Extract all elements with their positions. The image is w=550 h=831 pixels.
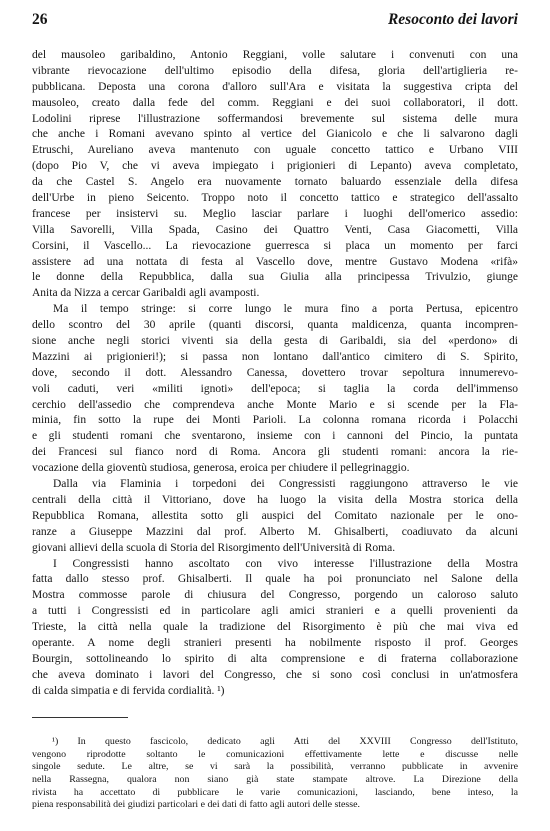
- footnote: [32, 736, 518, 812]
- text-line: pubblicana. Deposta una corona d'alloro sull'Ara e visitata la suggestiva cripta del: [32, 80, 518, 93]
- text-line: da che Castel S. Angelo era nuovamente tornato baluardo essenziale della difesa: [32, 176, 518, 189]
- body-text: [32, 48, 518, 700]
- text-line: I Congressisti hanno ascoltato con vivo interesse l'illustrazione della Mostra: [53, 557, 518, 570]
- text-line: e gli studenti romani che sventarono, insieme con i cannoni del Pincio, la puntata: [32, 430, 518, 443]
- text-line: Lodolini riprese l'illustrazione soffermandosi brevemente sul sistema delle mura: [32, 112, 518, 125]
- text-line: minia, fin sotto la rupe dei Monti Parioli. La colonna romana ricorda i Polacchi: [32, 414, 518, 427]
- text-line: Anita da Nizza a cercar Garibaldi agli avamposti.: [32, 287, 260, 300]
- text-line: Etruschi, Aureliano aveva mantenuto con uguale concetto tattico e Urbano VIII: [32, 144, 518, 157]
- text-line: operante. A nome degli stranieri presenti ha nobilmente risposto il prof. Georges: [32, 636, 518, 649]
- text-line: Repubblica Romana, allestita sotto gli auspici del Comitato nazionale per le ono-: [32, 509, 518, 522]
- page-header: [32, 11, 518, 31]
- text-line: dei Francesi sul fianco nord di Roma. Ancora gli studenti romani: ancora la rie-: [32, 446, 518, 459]
- text-line: Trieste, la città nella quale la tradizione del Risorgimento è più che mai viva ed: [32, 621, 518, 634]
- text-line: fatta dallo stesso prof. Ghisalberti. Il quale ha poi pronunciato nel Salone della: [32, 573, 518, 586]
- page-number: 26: [32, 11, 48, 28]
- text-line: vocazione della gioventù studiosa, generosa, eroica per chiudere il pellegrinaggio.: [32, 462, 410, 475]
- text-line: Corsini, il Vascello... La rievocazione guerresca si placa un momento per farci: [32, 239, 518, 252]
- text-line: a tutti i Congressisti ed in particolare agli amici stranieri e a quelli provenienti da: [32, 605, 518, 618]
- text-line: assistere ad una nottata di festa al Vascello dove, mentre Gustavo Modena «rifà»: [32, 255, 518, 268]
- footnote-line: ¹) In questo fascicolo, dedicato agli Atti del XXVIII Congresso dell'Istituto,: [52, 736, 518, 747]
- text-line: di calda simpatia e di fervida cordialità. ¹): [32, 684, 225, 697]
- text-line: francese per insistervi su. Meglio lasciar parlare i luoghi dell'omerico assedio:: [32, 207, 518, 220]
- text-line: sione anche negli storici viventi sia della gesta di Garibaldi, sia del «perdono» di: [32, 335, 518, 348]
- text-line: cerchio dell'assedio che comprendeva anche Monte Mario e si scende per la Fla-: [32, 398, 518, 411]
- running-title: Resoconto dei lavori: [387, 11, 518, 28]
- text-line: Bourgin, sottolineando lo spirito di alta comprensione e di fraterna collaborazione: [32, 652, 518, 665]
- text-line: dello scontro del 30 aprile (quanti discorsi, quanta maldicenza, quanta incompren-: [32, 319, 518, 332]
- text-line: del mausoleo garibaldino, Antonio Reggiani, volle salutare i convenuti con una: [32, 49, 518, 61]
- text-line: ranze a Giuseppe Mazzini dal prof. Alberto M. Ghisalberti, coadiuvato da alcuni: [32, 525, 518, 538]
- footnote-line: vengono riprodotte soltanto le comunicazioni effettivamente lette e discusse nelle: [32, 748, 518, 760]
- text-line: che aveva dominato i lavori del Congresso, che si sono così conclusi in un'atmosfera: [32, 668, 518, 681]
- text-line: dove, secondo il dott. Alessandro Canessa, dovettero trovar sepoltura innumerevo-: [32, 366, 518, 379]
- text-line: Mostra commosse parole di chiusura del Congresso, porgendo un caloroso saluto: [32, 589, 518, 602]
- footnote-line: rivista ha accettato di pubblicare le varie comunicazioni, lasciando, bene inteso, la: [32, 786, 518, 798]
- footnote-line: nella Rassegna, qualora non siano già state stampate altrove. La Direzione della: [32, 774, 518, 786]
- text-line: Ma il tempo stringe: si corre lungo le mura fino a porta Pertusa, epicentro: [53, 303, 518, 316]
- text-line: mausoleo, creato dalla fede del comm. Reggiani e dei suoi collaboratori, il dott.: [32, 96, 518, 109]
- text-line: le donne della Repubblica, dalla sua Giulia alla principessa Trivulzio, giunge: [32, 271, 518, 284]
- text-line: Mazzini ai prigionieri!); si passa non lontano dall'antico cimitero di S. Spirito,: [32, 350, 518, 363]
- footnote-line: singole sedute. Le altre, se vi sarà la possibilità, verranno pubblicate in avvenire: [32, 761, 518, 773]
- text-line: Dalla via Flaminia i torpedoni dei Congressisti raggiungono attraverso le vie: [53, 478, 518, 491]
- text-line: Villa Savorelli, Villa Spada, Casino dei Quattro Venti, Casa Giacometti, Villa: [32, 223, 518, 236]
- text-line: voli caduti, veri «militi ignoti» dell'epoca; si taglia la corda dell'immenso: [32, 382, 518, 395]
- text-line: centrali della città il Vittoriano, dove ha luogo la visita della Mostra storica della: [32, 493, 518, 506]
- text-line: vibrante rievocazione dell'ultimo episodio della difesa, gloria dell'artiglieria re-: [32, 64, 518, 77]
- text-line: giovani allievi della scuola di Storia del Risorgimento dell'Università di Roma.: [32, 541, 396, 554]
- text-line: che anche i Romani avevano spinto al vertice del Gianicolo e che li salvarono dagli: [32, 128, 518, 141]
- text-line: (dopo Pio V, che vi aveva impiegato i prigionieri di Lepanto) aveva completato,: [32, 160, 518, 173]
- footnote-line: piena responsabilità dei giudizi particolari e dei dati di fatto agli autori delle stesse.: [32, 799, 360, 811]
- footnote-divider: [32, 717, 128, 718]
- text-line: dell'Urbe in pieno Seicento. Troppo noto il concetto tattico e strategico dell'assalto: [32, 192, 518, 205]
